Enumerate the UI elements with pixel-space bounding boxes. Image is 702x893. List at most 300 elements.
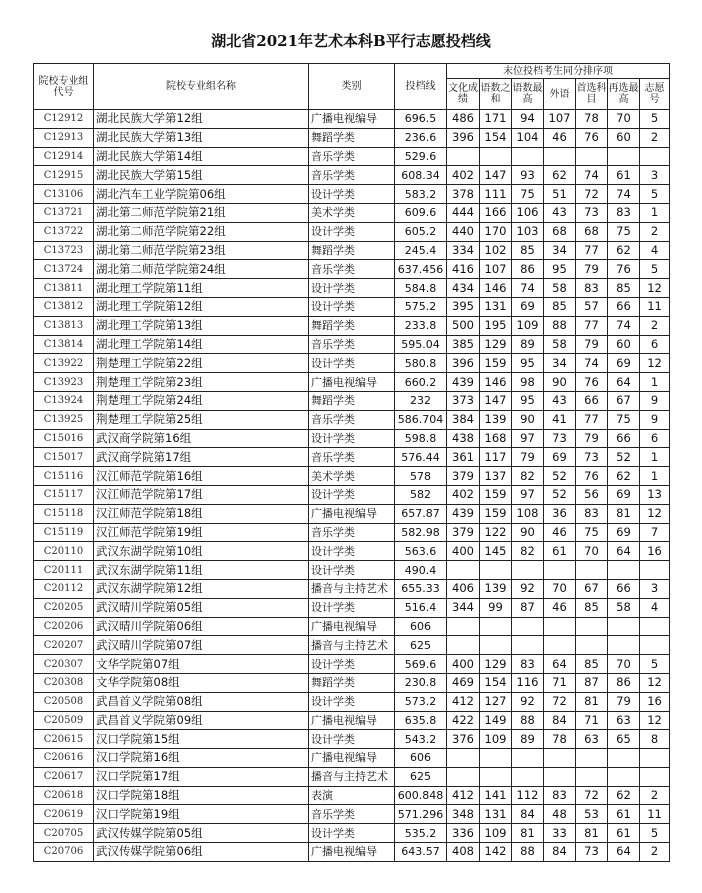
- group-name-cell: 湖北第二师范学院第21组: [94, 203, 309, 222]
- cutoff-score-cell: 575.2: [395, 297, 447, 316]
- group-name-cell: 荆楚理工学院第23组: [94, 373, 309, 392]
- choice-no-cell: 8: [640, 730, 670, 749]
- table-row: [34, 335, 670, 354]
- culture-score-cell: 486: [447, 110, 480, 129]
- first-subject-cell: 83: [576, 504, 608, 523]
- choice-no-cell: 1: [640, 467, 670, 486]
- culture-score-cell: 348: [447, 805, 480, 824]
- first-subject-cell: [576, 636, 608, 655]
- second-max-cell: 65: [608, 730, 640, 749]
- chn-math-sum-cell: 129: [480, 655, 512, 674]
- culture-score-cell: 361: [447, 448, 480, 467]
- chn-math-max-cell: 88: [512, 711, 544, 730]
- second-max-cell: 74: [608, 185, 640, 204]
- cutoff-score-cell: 586.704: [395, 410, 447, 429]
- culture-score-cell: 376: [447, 730, 480, 749]
- foreign-lang-cell: 62: [544, 166, 576, 185]
- foreign-lang-cell: 64: [544, 655, 576, 674]
- second-max-cell: 66: [608, 579, 640, 598]
- foreign-lang-cell: [544, 767, 576, 786]
- first-subject-cell: 83: [576, 279, 608, 298]
- category-cell: 广播电视编导: [309, 711, 395, 730]
- group-code-cell: C20110: [34, 542, 94, 561]
- foreign-lang-cell: 48: [544, 805, 576, 824]
- choice-no-cell: 4: [640, 598, 670, 617]
- category-cell: 舞蹈学类: [309, 316, 395, 335]
- first-subject-cell: 79: [576, 429, 608, 448]
- second-max-cell: [608, 561, 640, 580]
- second-max-cell: 83: [608, 203, 640, 222]
- culture-score-cell: 434: [447, 279, 480, 298]
- group-name-cell: 湖北理工学院第13组: [94, 316, 309, 335]
- chn-math-max-cell: 104: [512, 128, 544, 147]
- group-code-cell: C15118: [34, 504, 94, 523]
- category-cell: 音乐学类: [309, 335, 395, 354]
- first-subject-cell: 66: [576, 391, 608, 410]
- table-row: [34, 523, 670, 542]
- foreign-lang-cell: 70: [544, 579, 576, 598]
- group-name-cell: 武汉传媒学院第06组: [94, 843, 309, 862]
- foreign-lang-cell: 46: [544, 523, 576, 542]
- chn-math-sum-cell: 171: [480, 110, 512, 129]
- cutoff-score-cell: 625: [395, 767, 447, 786]
- cutoff-score-cell: 236.6: [395, 128, 447, 147]
- cutoff-score-cell: 584.8: [395, 279, 447, 298]
- chn-math-max-cell: 84: [512, 805, 544, 824]
- group-name-cell: 荆楚理工学院第25组: [94, 410, 309, 429]
- table-row: [34, 579, 670, 598]
- group-code-cell: C20307: [34, 655, 94, 674]
- group-code-cell: C13812: [34, 297, 94, 316]
- cutoff-score-cell: 637.456: [395, 260, 447, 279]
- second-max-cell: 76: [608, 260, 640, 279]
- group-name-cell: 武汉东湖学院第11组: [94, 561, 309, 580]
- group-name-cell: 湖北理工学院第11组: [94, 279, 309, 298]
- culture-score-cell: 395: [447, 297, 480, 316]
- group-code-cell: C20615: [34, 730, 94, 749]
- table-row: [34, 241, 670, 260]
- second-max-cell: 74: [608, 316, 640, 335]
- chn-math-max-cell: 106: [512, 203, 544, 222]
- choice-no-cell: 11: [640, 805, 670, 824]
- table-row: [34, 542, 670, 561]
- category-cell: 设计学类: [309, 598, 395, 617]
- chn-math-sum-cell: 109: [480, 730, 512, 749]
- table-row: [34, 673, 670, 692]
- category-cell: 设计学类: [309, 561, 395, 580]
- chn-math-sum-cell: 142: [480, 843, 512, 862]
- first-subject-cell: 85: [576, 655, 608, 674]
- culture-score-cell: [447, 749, 480, 768]
- category-cell: 播音与主持艺术: [309, 579, 395, 598]
- chn-math-sum-cell: 170: [480, 222, 512, 241]
- culture-score-cell: [447, 561, 480, 580]
- chn-math-max-cell: 81: [512, 824, 544, 843]
- table-row: [34, 297, 670, 316]
- group-name-cell: 湖北第二师范学院第23组: [94, 241, 309, 260]
- culture-score-cell: 500: [447, 316, 480, 335]
- cutoff-score-cell: 490.4: [395, 561, 447, 580]
- group-name-cell: 湖北民族大学第14组: [94, 147, 309, 166]
- group-code-cell: C20705: [34, 824, 94, 843]
- chn-math-sum-cell: 154: [480, 128, 512, 147]
- cutoff-score-cell: 233.8: [395, 316, 447, 335]
- group-name-cell: 湖北理工学院第14组: [94, 335, 309, 354]
- first-subject-cell: 73: [576, 448, 608, 467]
- header-sub: 语数最高: [512, 79, 544, 110]
- group-code-cell: C15016: [34, 429, 94, 448]
- chn-math-sum-cell: 131: [480, 805, 512, 824]
- chn-math-max-cell: 94: [512, 110, 544, 129]
- group-code-cell: C13923: [34, 373, 94, 392]
- group-name-cell: 武汉商学院第17组: [94, 448, 309, 467]
- group-code-cell: C20206: [34, 617, 94, 636]
- cutoff-score-cell: 573.2: [395, 692, 447, 711]
- table-row: [34, 128, 670, 147]
- category-cell: 舞蹈学类: [309, 241, 395, 260]
- first-subject-cell: 76: [576, 128, 608, 147]
- category-cell: 音乐学类: [309, 523, 395, 542]
- second-max-cell: 70: [608, 110, 640, 129]
- header-group: 末位投档考生同分排序项: [447, 64, 670, 79]
- cutoff-score-cell: 606: [395, 749, 447, 768]
- chn-math-max-cell: 82: [512, 542, 544, 561]
- cutoff-score-cell: 232: [395, 391, 447, 410]
- first-subject-cell: 77: [576, 241, 608, 260]
- culture-score-cell: 400: [447, 542, 480, 561]
- category-cell: 舞蹈学类: [309, 128, 395, 147]
- category-cell: 设计学类: [309, 297, 395, 316]
- choice-no-cell: 9: [640, 391, 670, 410]
- table-row: [34, 805, 670, 824]
- group-code-cell: C13106: [34, 185, 94, 204]
- cutoff-score-cell: 696.5: [395, 110, 447, 129]
- group-name-cell: 荆楚理工学院第22组: [94, 354, 309, 373]
- table-row: [34, 260, 670, 279]
- culture-score-cell: 416: [447, 260, 480, 279]
- chn-math-max-cell: 112: [512, 786, 544, 805]
- choice-no-cell: 1: [640, 373, 670, 392]
- foreign-lang-cell: 43: [544, 391, 576, 410]
- group-name-cell: 湖北民族大学第15组: [94, 166, 309, 185]
- table-row: [34, 373, 670, 392]
- group-name-cell: 武汉商学院第16组: [94, 429, 309, 448]
- table-row: [34, 786, 670, 805]
- group-code-cell: C13724: [34, 260, 94, 279]
- chn-math-sum-cell: [480, 767, 512, 786]
- first-subject-cell: 77: [576, 410, 608, 429]
- chn-math-max-cell: 75: [512, 185, 544, 204]
- second-max-cell: 62: [608, 786, 640, 805]
- category-cell: 设计学类: [309, 222, 395, 241]
- chn-math-max-cell: 90: [512, 410, 544, 429]
- second-max-cell: 61: [608, 824, 640, 843]
- table-row: [34, 185, 670, 204]
- table-row: [34, 448, 670, 467]
- chn-math-max-cell: 103: [512, 222, 544, 241]
- chn-math-sum-cell: 111: [480, 185, 512, 204]
- first-subject-cell: [576, 617, 608, 636]
- chn-math-sum-cell: 195: [480, 316, 512, 335]
- cutoff-score-cell: 578: [395, 467, 447, 486]
- chn-math-sum-cell: 146: [480, 279, 512, 298]
- first-subject-cell: 68: [576, 222, 608, 241]
- header-category: 类别: [309, 64, 395, 110]
- table-body: [34, 110, 670, 862]
- foreign-lang-cell: 61: [544, 542, 576, 561]
- cutoff-score-cell: 516.4: [395, 598, 447, 617]
- chn-math-max-cell: 74: [512, 279, 544, 298]
- category-cell: 广播电视编导: [309, 373, 395, 392]
- group-code-cell: C12913: [34, 128, 94, 147]
- group-name-cell: 荆楚理工学院第24组: [94, 391, 309, 410]
- culture-score-cell: 384: [447, 410, 480, 429]
- choice-no-cell: 1: [640, 448, 670, 467]
- category-cell: 广播电视编导: [309, 749, 395, 768]
- first-subject-cell: 57: [576, 297, 608, 316]
- chn-math-sum-cell: 139: [480, 579, 512, 598]
- group-name-cell: 汉口学院第16组: [94, 749, 309, 768]
- culture-score-cell: [447, 147, 480, 166]
- category-cell: 广播电视编导: [309, 110, 395, 129]
- chn-math-max-cell: 82: [512, 467, 544, 486]
- foreign-lang-cell: 33: [544, 824, 576, 843]
- chn-math-sum-cell: 109: [480, 824, 512, 843]
- choice-no-cell: 3: [640, 579, 670, 598]
- chn-math-sum-cell: 122: [480, 523, 512, 542]
- culture-score-cell: 439: [447, 373, 480, 392]
- second-max-cell: [608, 636, 640, 655]
- second-max-cell: [608, 749, 640, 768]
- second-max-cell: 60: [608, 335, 640, 354]
- cutoff-score-cell: 608.34: [395, 166, 447, 185]
- group-name-cell: 武昌首义学院第08组: [94, 692, 309, 711]
- second-max-cell: [608, 617, 640, 636]
- group-code-cell: C20207: [34, 636, 94, 655]
- culture-score-cell: 379: [447, 523, 480, 542]
- chn-math-max-cell: 88: [512, 843, 544, 862]
- cutoff-score-cell: 582: [395, 485, 447, 504]
- group-code-cell: C20617: [34, 767, 94, 786]
- choice-no-cell: 13: [640, 485, 670, 504]
- first-subject-cell: [576, 767, 608, 786]
- culture-score-cell: [447, 636, 480, 655]
- chn-math-max-cell: 69: [512, 297, 544, 316]
- chn-math-max-cell: 90: [512, 523, 544, 542]
- first-subject-cell: 72: [576, 185, 608, 204]
- group-code-cell: C13813: [34, 316, 94, 335]
- first-subject-cell: 63: [576, 730, 608, 749]
- table-row: [34, 749, 670, 768]
- group-name-cell: 武汉东湖学院第12组: [94, 579, 309, 598]
- choice-no-cell: 1: [640, 203, 670, 222]
- table-row: [34, 279, 670, 298]
- group-code-cell: C15017: [34, 448, 94, 467]
- foreign-lang-cell: [544, 636, 576, 655]
- cutoff-score-cell: 571.296: [395, 805, 447, 824]
- foreign-lang-cell: 34: [544, 354, 576, 373]
- second-max-cell: 70: [608, 655, 640, 674]
- first-subject-cell: 87: [576, 673, 608, 692]
- chn-math-sum-cell: 129: [480, 335, 512, 354]
- foreign-lang-cell: 52: [544, 485, 576, 504]
- choice-no-cell: 4: [640, 241, 670, 260]
- cutoff-score-cell: 643.57: [395, 843, 447, 862]
- chn-math-max-cell: 89: [512, 335, 544, 354]
- category-cell: 广播电视编导: [309, 504, 395, 523]
- chn-math-max-cell: 95: [512, 391, 544, 410]
- second-max-cell: 64: [608, 373, 640, 392]
- foreign-lang-cell: 46: [544, 598, 576, 617]
- category-cell: 设计学类: [309, 185, 395, 204]
- chn-math-max-cell: 98: [512, 373, 544, 392]
- foreign-lang-cell: 34: [544, 241, 576, 260]
- cutoff-score-cell: 563.6: [395, 542, 447, 561]
- first-subject-cell: 79: [576, 260, 608, 279]
- table-row: [34, 354, 670, 373]
- choice-no-cell: 12: [640, 711, 670, 730]
- second-max-cell: 69: [608, 485, 640, 504]
- category-cell: 设计学类: [309, 429, 395, 448]
- second-max-cell: 62: [608, 467, 640, 486]
- header-score: 投档线: [395, 64, 447, 110]
- second-max-cell: 66: [608, 429, 640, 448]
- culture-score-cell: 408: [447, 843, 480, 862]
- page-title: 湖北省2021年艺术本科B平行志愿投档线: [211, 32, 491, 50]
- culture-score-cell: 438: [447, 429, 480, 448]
- header-code: 院校专业组代号: [34, 64, 94, 110]
- chn-math-sum-cell: 141: [480, 786, 512, 805]
- group-name-cell: 汉江师范学院第17组: [94, 485, 309, 504]
- group-code-cell: C13722: [34, 222, 94, 241]
- cutoff-score-cell: 660.2: [395, 373, 447, 392]
- chn-math-sum-cell: 149: [480, 711, 512, 730]
- group-name-cell: 汉口学院第15组: [94, 730, 309, 749]
- culture-score-cell: 440: [447, 222, 480, 241]
- chn-math-max-cell: 97: [512, 429, 544, 448]
- header-sub: 再选最高: [608, 79, 640, 110]
- table-row: [34, 711, 670, 730]
- choice-no-cell: 5: [640, 655, 670, 674]
- first-subject-cell: 72: [576, 786, 608, 805]
- chn-math-max-cell: 86: [512, 260, 544, 279]
- category-cell: 音乐学类: [309, 448, 395, 467]
- foreign-lang-cell: 71: [544, 673, 576, 692]
- culture-score-cell: 422: [447, 711, 480, 730]
- group-code-cell: C20508: [34, 692, 94, 711]
- foreign-lang-cell: [544, 561, 576, 580]
- second-max-cell: 69: [608, 523, 640, 542]
- second-max-cell: 64: [608, 843, 640, 862]
- choice-no-cell: 16: [640, 692, 670, 711]
- choice-no-cell: 5: [640, 110, 670, 129]
- category-cell: 美术学类: [309, 203, 395, 222]
- choice-no-cell: 2: [640, 786, 670, 805]
- chn-math-sum-cell: 137: [480, 467, 512, 486]
- group-code-cell: C12914: [34, 147, 94, 166]
- table-row: [34, 316, 670, 335]
- first-subject-cell: 73: [576, 203, 608, 222]
- chn-math-max-cell: [512, 561, 544, 580]
- chn-math-max-cell: [512, 636, 544, 655]
- category-cell: 广播电视编导: [309, 843, 395, 862]
- choice-no-cell: 2: [640, 843, 670, 862]
- first-subject-cell: 77: [576, 316, 608, 335]
- group-code-cell: C20706: [34, 843, 94, 862]
- choice-no-cell: 12: [640, 279, 670, 298]
- chn-math-max-cell: [512, 767, 544, 786]
- chn-math-sum-cell: 131: [480, 297, 512, 316]
- chn-math-sum-cell: 145: [480, 542, 512, 561]
- first-subject-cell: [576, 561, 608, 580]
- chn-math-sum-cell: 102: [480, 241, 512, 260]
- group-code-cell: C13721: [34, 203, 94, 222]
- group-name-cell: 汉江师范学院第16组: [94, 467, 309, 486]
- group-name-cell: 汉口学院第18组: [94, 786, 309, 805]
- chn-math-max-cell: 116: [512, 673, 544, 692]
- chn-math-max-cell: 93: [512, 166, 544, 185]
- chn-math-sum-cell: 107: [480, 260, 512, 279]
- culture-score-cell: 402: [447, 485, 480, 504]
- table-row: [34, 561, 670, 580]
- foreign-lang-cell: 90: [544, 373, 576, 392]
- admission-table: [33, 63, 670, 862]
- choice-no-cell: [640, 636, 670, 655]
- group-name-cell: 湖北理工学院第12组: [94, 297, 309, 316]
- table-header: [34, 64, 670, 110]
- group-name-cell: 文华学院第08组: [94, 673, 309, 692]
- foreign-lang-cell: 51: [544, 185, 576, 204]
- foreign-lang-cell: 36: [544, 504, 576, 523]
- header-sub: 语数之和: [480, 79, 512, 110]
- foreign-lang-cell: 58: [544, 279, 576, 298]
- first-subject-cell: [576, 749, 608, 768]
- foreign-lang-cell: [544, 147, 576, 166]
- table-row: [34, 203, 670, 222]
- foreign-lang-cell: 88: [544, 316, 576, 335]
- category-cell: 播音与主持艺术: [309, 767, 395, 786]
- table-row: [34, 391, 670, 410]
- second-max-cell: 75: [608, 222, 640, 241]
- group-code-cell: C12912: [34, 110, 94, 129]
- first-subject-cell: 78: [576, 110, 608, 129]
- header-name: 院校专业组名称: [94, 64, 309, 110]
- culture-score-cell: 336: [447, 824, 480, 843]
- choice-no-cell: 5: [640, 260, 670, 279]
- table-row: [34, 166, 670, 185]
- second-max-cell: 75: [608, 410, 640, 429]
- chn-math-max-cell: [512, 147, 544, 166]
- culture-score-cell: 412: [447, 786, 480, 805]
- table-row: [34, 467, 670, 486]
- cutoff-score-cell: 535.2: [395, 824, 447, 843]
- first-subject-cell: 79: [576, 335, 608, 354]
- second-max-cell: 69: [608, 354, 640, 373]
- foreign-lang-cell: 46: [544, 128, 576, 147]
- group-name-cell: 武汉晴川学院第05组: [94, 598, 309, 617]
- chn-math-sum-cell: [480, 561, 512, 580]
- chn-math-sum-cell: [480, 636, 512, 655]
- category-cell: 美术学类: [309, 467, 395, 486]
- cutoff-score-cell: 529.6: [395, 147, 447, 166]
- table-row: [34, 692, 670, 711]
- first-subject-cell: 71: [576, 711, 608, 730]
- chn-math-sum-cell: 146: [480, 373, 512, 392]
- cutoff-score-cell: 580.8: [395, 354, 447, 373]
- first-subject-cell: 81: [576, 824, 608, 843]
- category-cell: 设计学类: [309, 824, 395, 843]
- culture-score-cell: 439: [447, 504, 480, 523]
